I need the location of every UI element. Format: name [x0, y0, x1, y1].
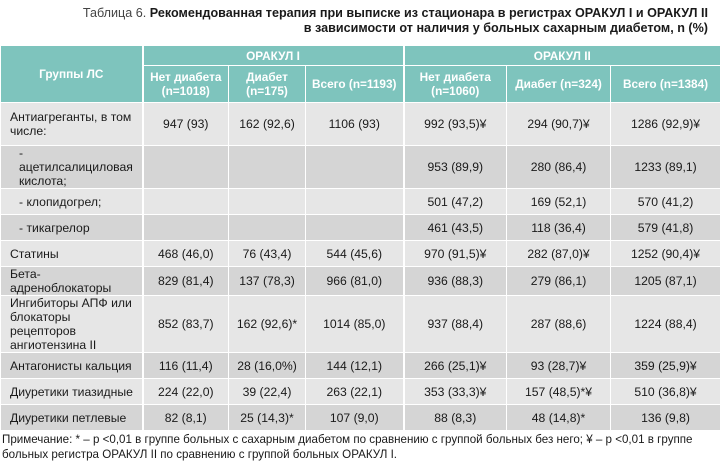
- table-row: [1, 241, 720, 267]
- cell-value: 1106 (93): [306, 103, 404, 146]
- cell-value: 82 (8,1): [143, 405, 229, 431]
- cell-value: 162 (92,6)*: [229, 296, 306, 353]
- table-caption: [0, 0, 708, 48]
- table-row: [1, 296, 720, 353]
- header-r2-col: Всего (n=1384): [611, 66, 720, 103]
- header-groups: Группы ЛС: [1, 46, 143, 103]
- cell-value: 263 (22,1): [306, 379, 404, 405]
- cell-value: 579 (41,8): [611, 215, 720, 241]
- cell-value: 501 (47,2): [404, 189, 507, 215]
- header-registry2: ОРАКУЛ II: [404, 46, 720, 66]
- table-body: [1, 103, 720, 431]
- cell-value: 266 (25,1)¥: [404, 353, 507, 379]
- cell-value: 157 (48,5)*¥: [507, 379, 611, 405]
- cell-value: 287 (88,6): [507, 296, 611, 353]
- cell-value: 992 (93,5)¥: [404, 103, 507, 146]
- table-row: [1, 353, 720, 379]
- cell-value: 936 (88,3): [404, 267, 507, 296]
- cell-value: [143, 146, 229, 189]
- cell-value: [306, 189, 404, 215]
- cell-value: 510 (36,8)¥: [611, 379, 720, 405]
- row-name: - ацетилсалициловая кислота;: [1, 146, 143, 189]
- cell-value: [143, 215, 229, 241]
- header-registry1: ОРАКУЛ I: [143, 46, 404, 66]
- cell-value: 76 (43,4): [229, 241, 306, 267]
- cell-value: 1014 (85,0): [306, 296, 404, 353]
- cell-value: 39 (22,4): [229, 379, 306, 405]
- cell-value: 279 (86,1): [507, 267, 611, 296]
- cell-value: [306, 215, 404, 241]
- cell-value: [306, 146, 404, 189]
- table-row: [1, 405, 720, 431]
- cell-value: 88 (8,3): [404, 405, 507, 431]
- cell-value: 1205 (87,1): [611, 267, 720, 296]
- table-row: [1, 215, 720, 241]
- cell-value: 852 (83,7): [143, 296, 229, 353]
- cell-value: [229, 215, 306, 241]
- cell-value: 970 (91,5)¥: [404, 241, 507, 267]
- cell-value: 468 (46,0): [143, 241, 229, 267]
- cell-value: 294 (90,7)¥: [507, 103, 611, 146]
- table-note: Примечание: * – p <0,01 в группе больных с сахарным диабетом по сравнению с группой больных без него; ¥ – p <0,01 в группе больных регистра ОРАКУЛ II по сравнению с группой больных ОРАКУЛ I.: [2, 433, 693, 461]
- header-r1-col: Диабет (n=175): [229, 66, 306, 103]
- cell-value: 93 (28,7)¥: [507, 353, 611, 379]
- cell-value: 224 (22,0): [143, 379, 229, 405]
- cell-value: 359 (25,9)¥: [611, 353, 720, 379]
- cell-value: 144 (12,1): [306, 353, 404, 379]
- table-row: [1, 267, 720, 296]
- caption-title-line2: в зависимости от наличия у больных сахарным диабетом, n (%): [303, 21, 708, 35]
- cell-value: 570 (41,2): [611, 189, 720, 215]
- cell-value: 953 (89,9): [404, 146, 507, 189]
- cell-value: 1224 (88,4): [611, 296, 720, 353]
- header-r2-col: Диабет (n=324): [507, 66, 611, 103]
- table-row: [1, 146, 720, 189]
- cell-value: 966 (81,0): [306, 267, 404, 296]
- row-name: Бета-адреноблокаторы: [1, 267, 143, 296]
- row-name: Антиагреганты, в том числе:: [1, 103, 143, 146]
- header-r1-col: Всего (n=1193): [306, 66, 404, 103]
- row-name: Диуретики тиазидные: [1, 379, 143, 405]
- table-row: [1, 189, 720, 215]
- cell-value: 107 (9,0): [306, 405, 404, 431]
- cell-value: [143, 189, 229, 215]
- cell-value: 1252 (90,4)¥: [611, 241, 720, 267]
- cell-value: 169 (52,1): [507, 189, 611, 215]
- cell-value: 461 (43,5): [404, 215, 507, 241]
- cell-value: 353 (33,3)¥: [404, 379, 507, 405]
- therapy-table: [0, 45, 720, 431]
- caption-title-line1: Рекомендованная терапия при выписке из стационара в регистрах ОРАКУЛ I и ОРАКУЛ II: [149, 6, 708, 20]
- cell-value: 136 (9,8): [611, 405, 720, 431]
- cell-value: 1286 (92,9)¥: [611, 103, 720, 146]
- cell-value: 947 (93): [143, 103, 229, 146]
- cell-value: 282 (87,0)¥: [507, 241, 611, 267]
- row-name: - клопидогрел;: [1, 189, 143, 215]
- table-row: [1, 103, 720, 146]
- cell-value: 162 (92,6): [229, 103, 306, 146]
- cell-value: 544 (45,6): [306, 241, 404, 267]
- cell-value: 48 (14,8)*: [507, 405, 611, 431]
- cell-value: 25 (14,3)*: [229, 405, 306, 431]
- cell-value: 1233 (89,1): [611, 146, 720, 189]
- cell-value: 116 (11,4): [143, 353, 229, 379]
- cell-value: 118 (36,4): [507, 215, 611, 241]
- row-name: Ингибиторы АПФ или блокаторы рецепторов ангиотензина II: [1, 296, 143, 353]
- caption-label: Таблица 6.: [82, 6, 147, 20]
- row-name: Статины: [1, 241, 143, 267]
- cell-value: 937 (88,4): [404, 296, 507, 353]
- row-name: Диуретики петлевые: [1, 405, 143, 431]
- table-row: [1, 379, 720, 405]
- header-r2-col: Нет диабета (n=1060): [404, 66, 507, 103]
- row-name: Антагонисты кальция: [1, 353, 143, 379]
- row-name: - тикагрелор: [1, 215, 143, 241]
- cell-value: 28 (16,0%): [229, 353, 306, 379]
- cell-value: 829 (81,4): [143, 267, 229, 296]
- cell-value: 137 (78,3): [229, 267, 306, 296]
- cell-value: [229, 146, 306, 189]
- header-r1-col: Нет диабета (n=1018): [143, 66, 229, 103]
- cell-value: 280 (86,4): [507, 146, 611, 189]
- cell-value: [229, 189, 306, 215]
